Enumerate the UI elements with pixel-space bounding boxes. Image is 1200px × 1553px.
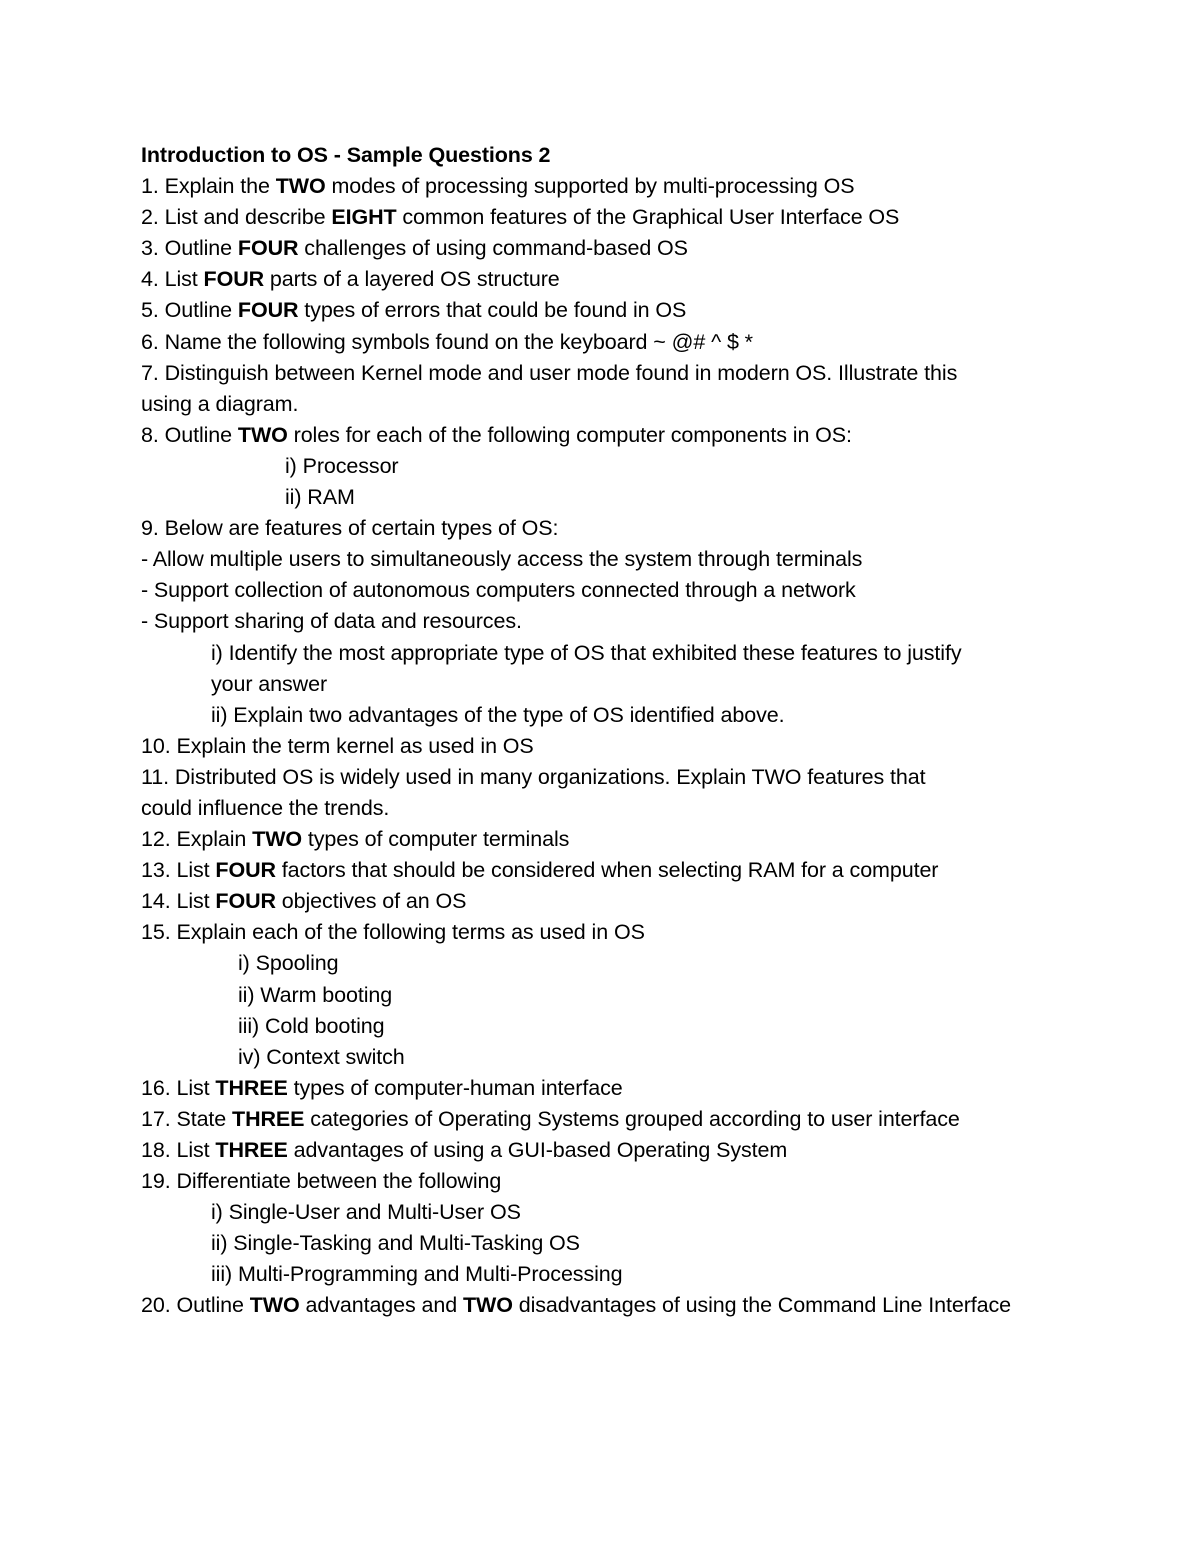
question-line-q15iii <box>141 1011 1141 1042</box>
question-text: categories of Operating Systems grouped according to user interface <box>304 1106 960 1131</box>
document-page <box>141 140 1141 1322</box>
question-line-q4 <box>141 264 1141 295</box>
question-text: 11. Distributed OS is widely used in many organizations. Explain TWO features that <box>141 764 926 789</box>
question-text: i) Identify the most appropriate type of OS that exhibited these features to justify <box>211 640 962 665</box>
question-text: types of computer terminals <box>302 827 570 852</box>
question-text: ii) Warm booting <box>238 982 393 1007</box>
question-text: using a diagram. <box>141 391 299 416</box>
question-line-q15iv <box>141 1042 1141 1073</box>
question-line-q9ii <box>141 700 1141 731</box>
question-text: 14. List <box>141 889 216 914</box>
question-line-q19i <box>141 1197 1141 1228</box>
question-text: iv) Context switch <box>238 1044 405 1069</box>
question-text: ii) RAM <box>285 485 355 510</box>
question-text: parts of a layered OS structure <box>264 267 560 292</box>
emphasis-text: FOUR <box>215 889 276 914</box>
question-line-q11b <box>141 793 1141 824</box>
question-text: 12. Explain <box>141 827 253 852</box>
question-text: 13. List <box>141 858 216 883</box>
question-text: iii) Cold booting <box>238 1013 385 1038</box>
question-line-q10 <box>141 731 1141 762</box>
question-text: ii) Explain two advantages of the type of OS identified above. <box>211 702 785 727</box>
emphasis-text: EIGHT <box>331 205 397 230</box>
question-text: 6. Name the following symbols found on the keyboard ~ @# ^ $ * <box>141 329 753 354</box>
question-line-q9i <box>141 638 1141 669</box>
question-line-q13 <box>141 855 1141 886</box>
question-line-q2 <box>141 202 1141 233</box>
question-line-q1 <box>141 171 1141 202</box>
question-line-q15i <box>141 948 1141 979</box>
question-text: 2. List and describe <box>141 205 332 230</box>
question-line-q9b <box>141 575 1141 606</box>
question-line-q6 <box>141 327 1141 358</box>
question-text: modes of processing supported by multi-processing OS <box>325 174 855 199</box>
question-text: advantages of using a GUI-based Operating System <box>287 1138 788 1162</box>
question-text: 8. Outline <box>141 422 238 447</box>
question-text: factors that should be considered when selecting RAM for a computer <box>275 858 939 883</box>
question-text: - Allow multiple users to simultaneously access the system through terminals <box>141 547 863 572</box>
emphasis-text: TWO <box>252 827 303 852</box>
question-line-q7a <box>141 358 1141 389</box>
emphasis-text: THREE <box>215 1075 288 1100</box>
question-line-q3 <box>141 233 1141 264</box>
question-line-q9c <box>141 606 1141 637</box>
question-line-q19 <box>141 1166 1141 1197</box>
question-line-q8i <box>141 451 1141 482</box>
question-line-q8 <box>141 420 1141 451</box>
emphasis-text: THREE <box>232 1106 305 1131</box>
emphasis-text: THREE <box>215 1138 288 1162</box>
question-text: types of errors that could be found in OS <box>298 298 687 323</box>
question-text: types of computer-human interface <box>287 1075 623 1100</box>
question-text: advantages and <box>299 1293 463 1318</box>
question-line-q12 <box>141 824 1141 855</box>
emphasis-text: FOUR <box>237 236 299 261</box>
question-text: 17. State <box>141 1106 233 1131</box>
question-text: common features of the Graphical User Interface OS <box>396 205 900 230</box>
question-text: objectives of an OS <box>275 889 467 914</box>
question-line-q16 <box>141 1073 1141 1104</box>
question-text: 3. Outline <box>141 236 238 261</box>
question-line-q7b <box>141 389 1141 420</box>
question-text: ii) Single-Tasking and Multi-Tasking OS <box>211 1231 580 1256</box>
question-line-q5 <box>141 295 1141 326</box>
emphasis-text: TWO <box>275 174 326 199</box>
emphasis-text: FOUR <box>237 298 299 323</box>
question-line-q9 <box>141 513 1141 544</box>
question-line-q19ii <box>141 1228 1141 1259</box>
question-text: 4. List <box>141 267 204 292</box>
question-line-q17 <box>141 1104 1141 1135</box>
emphasis-text: TWO <box>463 1293 513 1318</box>
emphasis-text: TWO <box>249 1293 300 1318</box>
question-line-q15 <box>141 917 1141 948</box>
question-list <box>141 171 1141 1321</box>
question-line-q15ii <box>141 980 1141 1011</box>
question-text: - Support collection of autonomous computers connected through a network <box>141 578 856 603</box>
question-text: 20. Outline <box>141 1293 250 1318</box>
question-line-q14 <box>141 886 1141 917</box>
question-text: i) Spooling <box>238 951 339 976</box>
question-text: roles for each of the following computer components in OS: <box>287 422 852 447</box>
question-text: 16. List <box>141 1075 216 1100</box>
question-text: 5. Outline <box>141 298 238 323</box>
question-line-q11a <box>141 762 1141 793</box>
question-line-q18 <box>141 1135 1141 1166</box>
question-text: challenges of using command-based OS <box>298 236 688 261</box>
question-text: 15. Explain each of the following terms as used in OS <box>141 920 645 945</box>
question-line-q19iii <box>141 1259 1141 1290</box>
question-line-q20 <box>141 1290 1141 1321</box>
question-text: 7. Distinguish between Kernel mode and user mode found in modern OS. Illustrate this <box>141 360 958 385</box>
question-text: 18. List <box>141 1138 216 1162</box>
question-text: i) Processor <box>285 453 399 478</box>
question-text: your answer <box>211 671 328 696</box>
question-line-q9a <box>141 544 1141 575</box>
question-text: 10. Explain the term kernel as used in OS <box>141 733 534 758</box>
question-line-q9i2 <box>141 669 1141 700</box>
question-line-q8ii <box>141 482 1141 513</box>
question-text: i) Single-User and Multi-User OS <box>211 1200 521 1225</box>
question-text: 1. Explain the <box>141 174 276 199</box>
question-text: 19. Differentiate between the following <box>141 1169 502 1194</box>
question-text: could influence the trends. <box>141 795 390 820</box>
question-text: - Support sharing of data and resources. <box>141 609 522 634</box>
emphasis-text: TWO <box>237 422 288 447</box>
emphasis-text: FOUR <box>203 267 265 292</box>
question-text: disadvantages of using the Command Line Interface <box>512 1293 1012 1318</box>
emphasis-text: FOUR <box>215 858 276 883</box>
document-title: Introduction to OS - Sample Questions 2 <box>141 143 551 167</box>
question-text: iii) Multi-Programming and Multi-Processing <box>211 1262 623 1287</box>
question-text: 9. Below are features of certain types of OS: <box>141 516 559 541</box>
